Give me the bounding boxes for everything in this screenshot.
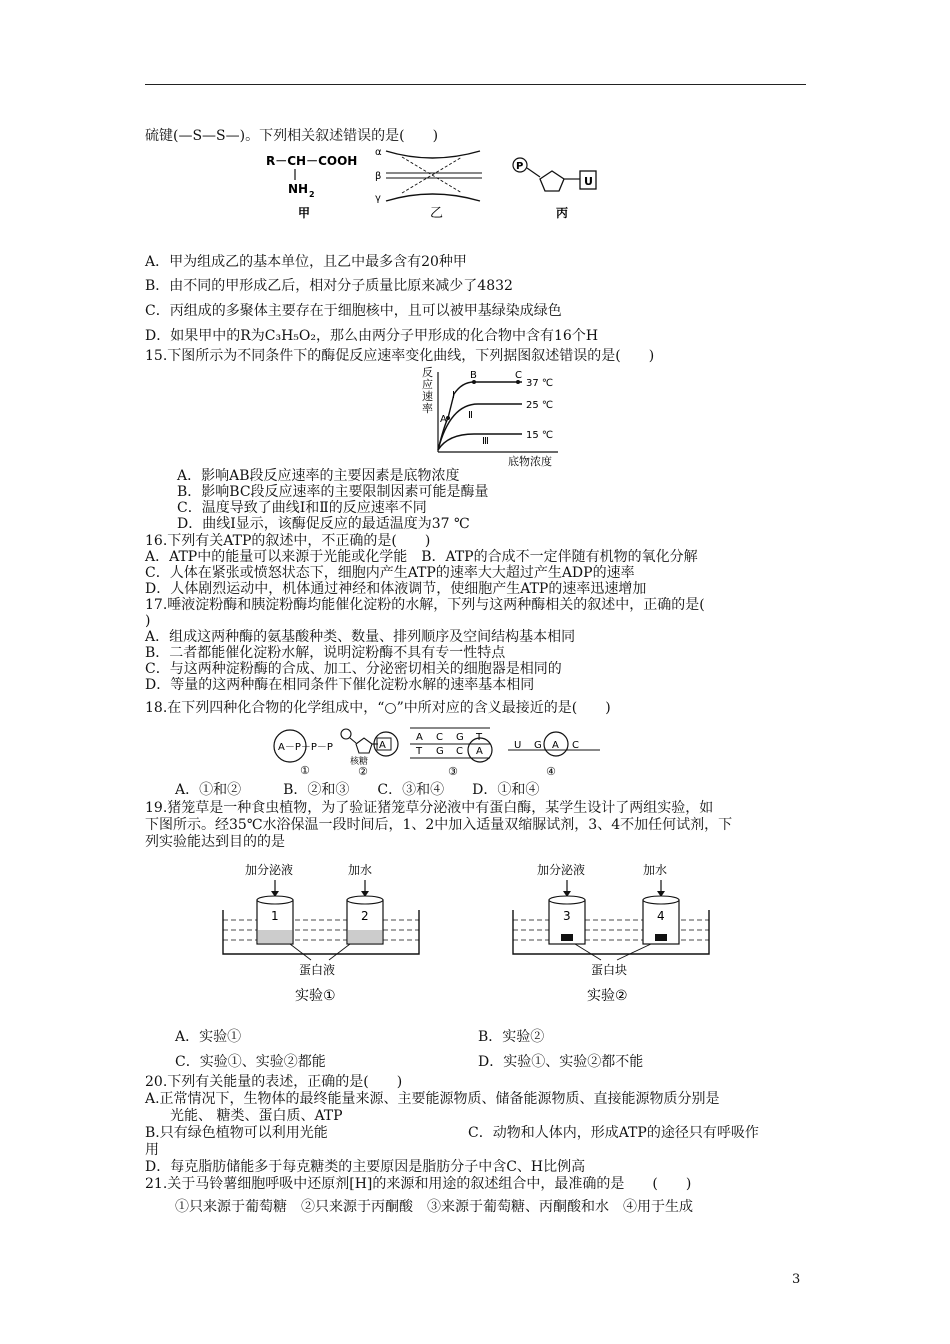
q15-option-b: B．影响BC段反应速率的主要限制因素可能是酶量 [177, 484, 489, 500]
q19-option-d: D．实验①、实验②都不能 [478, 1054, 644, 1070]
q15-ylabel-1: 反 [422, 366, 433, 379]
q17-option-d: D．等量的这两种酶在相同条件下催化淀粉水解的速率基本相同 [145, 677, 535, 693]
q18-f2-sugar: 核糖 [350, 757, 369, 767]
q15-option-d: D．曲线Ⅰ显示，该酶促反应的最适温度为37 ℃ [177, 516, 470, 532]
q19-stem-line1: 19.猪笼草是一种食虫植物，为了验证猪笼草分泌液中有蛋白酶，某学生设计了两组实验，如 [145, 800, 714, 816]
q20-option-b: B.只有绿色植物可以利用光能 [145, 1125, 328, 1141]
q20-option-c-cont: 用 [145, 1142, 159, 1158]
bing-label: 丙 [556, 206, 569, 220]
yi-label: 乙 [430, 206, 444, 221]
q17-stem-line1: 17.唾液淀粉酶和胰淀粉酶均能催化淀粉的水解，下列与这两种酶相关的叙述中，正确的是( [145, 597, 705, 613]
q18-f3-bottom-4: A [476, 746, 483, 757]
q19-protein-block: 蛋白块 [591, 963, 628, 977]
q14-option-d: D．如果甲中的R为C₃H₅O₂，那么由两分子甲形成的化合物中含有16个H [145, 328, 599, 344]
q19-option-b: B．实验② [478, 1029, 545, 1045]
q15-xlabel: 底物浓度 [508, 455, 552, 468]
q21-stem: 21.关于马铃薯细胞呼吸中还原剂[H]的来源和用途的叙述组合中，最准确的是 ( ) [145, 1176, 692, 1192]
q19-figure [215, 860, 715, 1010]
header-rule [145, 84, 806, 85]
q14-option-a: A．甲为组成乙的基本单位，且乙中最多含有20种甲 [145, 254, 467, 270]
q20-option-a-cont: 光能、 糖类、蛋白质、ATP [170, 1108, 343, 1124]
q17-option-c: C．与这两种淀粉酶的合成、加工、分泌密切相关的细胞器是相同的 [145, 661, 562, 677]
q15-stem: 15.下图所示为不同条件下的酶促反应速率变化曲线，下列据图叙述错误的是( ) [145, 348, 655, 364]
q15-option-a: A．影响AB段反应速率的主要因素是底物浓度 [177, 468, 460, 484]
bing-phosphate: P [516, 161, 524, 172]
page-number: 3 [792, 1272, 801, 1287]
q18-f4-num: ④ [546, 765, 556, 778]
q15-option-c: C．温度导致了曲线Ⅰ和Ⅱ的反应速率不同 [177, 500, 427, 516]
q16-options-ab: A．ATP中的能量可以来源于光能或化学能 B．ATP的合成不一定伴随有机物的氧化分解 [145, 549, 698, 565]
q18-f2-base: A [379, 740, 386, 751]
q15-curve-2: Ⅱ [468, 410, 473, 421]
q18-f1-text: A－P－P－P [278, 742, 333, 753]
q15-ylabel-3: 速 [422, 390, 433, 403]
q18-f3-bottom-1: T [416, 746, 423, 757]
q19-option-c: C．实验①、实验②都能 [175, 1054, 326, 1070]
q17-option-a: A．组成这两种酶的氨基酸种类、数量、排列顺序及空间结构基本相同 [145, 629, 576, 645]
q20-option-a: A.正常情况下，生物体的最终能量来源、主要能源物质、储备能源物质、直接能源物质分别是 [145, 1091, 720, 1107]
q19-stem-line2: 下图所示。经35℃水浴保温一段时间后，1、2中加入适量双缩脲试剂，3、4不加任何试剂，下 [145, 817, 733, 833]
q18-f4-base-1: U [514, 740, 522, 751]
q16-stem: 16.下列有关ATP的叙述中，不正确的是( ) [145, 533, 431, 549]
q19-option-a: A．实验① [175, 1029, 242, 1045]
jia-label: 甲 [298, 206, 311, 220]
q20-stem: 20.下列有关能量的表述，正确的是( ) [145, 1074, 403, 1090]
q19-exp2-add-water: 加水 [643, 863, 668, 877]
q19-stem-line3: 列实验能达到目的的是 [145, 834, 285, 850]
bing-uracil: U [584, 175, 593, 188]
q19-tube-4: 4 [657, 909, 665, 923]
q15-figure [418, 364, 568, 468]
q15-curve-1: Ⅰ [452, 390, 455, 401]
q15-curve-3: Ⅲ [482, 436, 489, 447]
q15-point-c: C [515, 370, 522, 381]
q20-option-d: D．每克脂肪储能多于每克糖类的主要原因是脂肪分子中含C、H比例高 [145, 1159, 586, 1175]
q18-f1-num: ① [300, 764, 310, 777]
q14-figure [262, 143, 612, 223]
q21-items: ①只来源于葡萄糖 ②只来源于丙酮酸 ③来源于葡萄糖、丙酮酸和水 ④用于生成 [175, 1199, 693, 1215]
yi-beta: β [375, 171, 382, 182]
q15-temp-25: 25 ℃ [526, 400, 554, 411]
q18-f3-bottom-3: C [456, 746, 463, 757]
q18-options: A．①和② B．②和③ C．③和④ D．①和④ [175, 782, 540, 798]
q17-stem-line2: ) [145, 613, 151, 629]
q18-figure [270, 720, 610, 780]
q18-f3-bottom-2: G [436, 746, 444, 757]
q15-ylabel-2: 应 [422, 378, 433, 391]
q18-f2-num: ② [358, 765, 368, 778]
q19-exp1-label: 实验① [295, 988, 336, 1004]
q18-f3-top-2: C [436, 732, 443, 743]
q19-protein-liquid: 蛋白液 [299, 963, 336, 977]
q15-point-b: B [470, 370, 477, 381]
q14-option-b: B．由不同的甲形成乙后，相对分子质量比原来减少了4832 [145, 278, 513, 294]
q19-exp2-label: 实验② [587, 988, 628, 1004]
q15-temp-15: 15 ℃ [526, 430, 554, 441]
q15-ylabel-4: 率 [422, 402, 433, 415]
q17-option-b: B．二者都能催化淀粉水解，说明淀粉酶不具有专一性特点 [145, 645, 506, 661]
jia-subscript: 2 [309, 190, 315, 199]
q18-f3-num: ③ [448, 765, 458, 778]
q20-option-c: C．动物和人体内，形成ATP的途径只有呼吸作 [468, 1125, 759, 1141]
q18-f3-top-1: A [416, 732, 423, 743]
jia-formula-top: R－CH－COOH [266, 154, 358, 168]
q16-option-c: C．人体在紧张或愤怒状态下，细胞内产生ATP的速率大大超过产生ADP的速率 [145, 565, 635, 581]
q19-exp2-add-secretion: 加分泌液 [537, 863, 586, 877]
yi-alpha: α [375, 147, 382, 158]
q18-stem: 18.在下列四种化合物的化学组成中，“○”中所对应的含义最接近的是( ) [145, 700, 611, 716]
q19-tube-1: 1 [271, 909, 279, 923]
q19-exp1-add-water: 加水 [348, 863, 373, 877]
q15-point-a: A [440, 414, 447, 425]
q18-f3-top-3: G [456, 732, 464, 743]
q19-tube-2: 2 [361, 909, 369, 923]
q19-exp1-add-secretion: 加分泌液 [245, 863, 294, 877]
q15-temp-37: 37 ℃ [526, 378, 554, 389]
jia-formula-bottom: NH [288, 182, 309, 196]
q18-f4-base-4: C [572, 740, 579, 751]
q18-f3-top-4: T [476, 732, 483, 743]
q19-tube-3: 3 [563, 909, 571, 923]
q14-stem: 硫键(—S—S—)。下列相关叙述错误的是( ) [145, 128, 439, 144]
q16-option-d: D．人体剧烈运动中，机体通过神经和体液调节，使细胞产生ATP的速率迅速增加 [145, 581, 647, 597]
q14-option-c: C．丙组成的多聚体主要存在于细胞核中，且可以被甲基绿染成绿色 [145, 303, 562, 319]
q18-f4-base-2: G [534, 740, 542, 751]
yi-gamma: γ [375, 193, 381, 204]
q18-f4-base-3: A [552, 740, 559, 751]
